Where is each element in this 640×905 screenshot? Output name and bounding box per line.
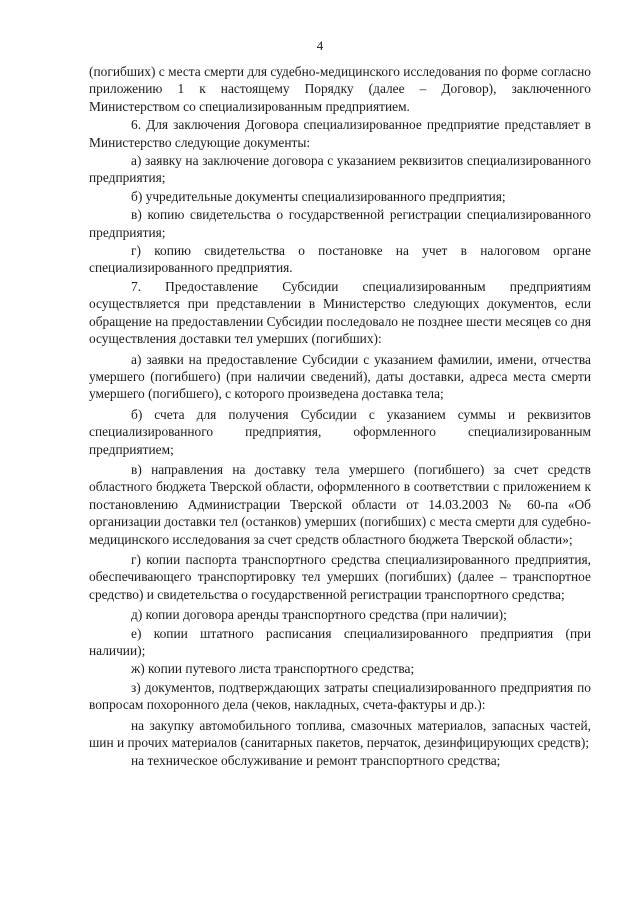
paragraph-expense-maintenance: на техническое обслуживание и ремонт транспортного средства; <box>131 753 501 769</box>
paragraph-7-b: б) счета для получения Субсидии с указанием суммы и реквизитов специализированного предприятия, оформленного специализированным предприятием; <box>89 406 591 457</box>
paragraph-continuation: (погибших) с места смерти для судебно-медицинского исследования по форме согласно приложению 1 к настоящему Порядку (далее – Договор), заключенного Министерством со специализированным предприятием. <box>89 64 591 114</box>
paragraph-6-v: в) копию свидетельства о государственной регистрации специализированного предприятия; <box>89 207 591 240</box>
paragraph-6-b: б) учредительные документы специализированного предприятия; <box>131 188 506 204</box>
paragraph-6-g: г) копию свидетельства о постановке на учет в налоговом органе специализированного предприятия. <box>89 243 591 276</box>
document-body <box>89 63 591 770</box>
paragraph-7-zh: ж) копии путевого листа транспортного средства; <box>131 661 415 677</box>
paragraph-7-a: а) заявки на предоставление Субсидии с указанием фамилии, имени, отчества умершего (погибшего) (при наличии сведений), даты доставки, адреса места смерти умершего (погибшего), с которого произведена доставка тела; <box>89 351 591 402</box>
paragraph-7-d: д) копии договора аренды транспортного средства (при наличии); <box>131 607 507 623</box>
paragraph-item-7: 7. Предоставление Субсидии специализированным предприятиям осуществляется при представлении в Министерство следующих документов, если обращение на предоставлении Субсидии последовало не позднее шести месяцев со дня осуществления доставки тел умерших (погибших): <box>89 278 591 347</box>
paragraph-6-a: а) заявку на заключение договора с указанием реквизитов специализированного предприятия; <box>89 153 591 186</box>
paragraph-7-e: е) копии штатного расписания специализированного предприятия (при наличии); <box>89 625 591 658</box>
paragraph-7-g: г) копии паспорта транспортного средства специализированного предприятия, обеспечивающего транспортировку тел умерших (погибших) (далее – транспортное средство) и свидетельства о государственной регистрации транспортного средства; <box>89 551 591 602</box>
paragraph-item-6: 6. Для заключения Договора специализированное предприятие представляет в Министерство следующие документы: <box>89 117 591 150</box>
page-number: 4 <box>316 38 324 53</box>
paragraph-7-v: в) направления на доставку тела умершего (погибшего) за счет средств областного бюджета Тверской области, оформленного в соответствии с приложением к постановлению Администрации Тверской области от 14.03.2003 № 60-па «Об организации доставки тел (останков) умерших (погибших) с места смерти для судебно-медицинского исследования за счет средств областного бюджета Тверской области»; <box>89 461 591 547</box>
paragraph-7-z: з) документов, подтверждающих затраты специализированного предприятия по вопросам похоронного дела (чеков, накладных, счета-фактуры и др.): <box>89 679 591 713</box>
paragraph-expense-fuel: на закупку автомобильного топлива, смазочных материалов, запасных частей, шин и прочих материалов (санитарных пакетов, перчаток, дезинфицирующих средств); <box>89 717 591 751</box>
